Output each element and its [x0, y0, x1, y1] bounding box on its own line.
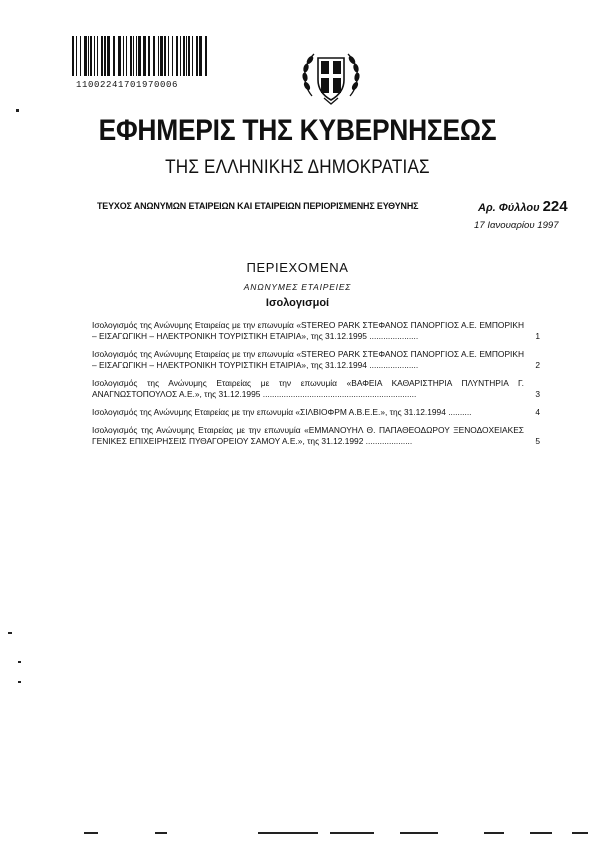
list-item [92, 378, 538, 400]
barcode-bar [143, 36, 146, 76]
barcode-bar [88, 36, 89, 76]
sheet-label: Αρ. Φύλλου [478, 202, 540, 214]
sheet-number: 224 [542, 198, 568, 215]
scan-mark [18, 681, 21, 683]
barcode-bar [97, 36, 98, 76]
barcode-bar [113, 36, 115, 76]
subsection-heading: Ισολογισμοί [265, 297, 330, 309]
greek-coat-of-arms-icon [298, 44, 364, 110]
issue-series: ΤΕΥΧΟΣ ΑΝΩΝΥΜΩΝ ΕΤΑΙΡΕΙΩΝ ΚΑΙ ΕΤΑΙΡΕΙΩΝ ΠΕΡΙΟΡΙΣΜΕΝΗΣ ΕΥΘΥΝΗΣ [97, 201, 419, 212]
barcode-bar [138, 36, 141, 76]
barcode-bar [153, 36, 155, 76]
barcode-bar [186, 36, 187, 76]
entry-text: Ισολογισμός της Ανώνυμης Εταιρείας με την επωνυμία «ΣΙΛΒΙΟΦΡΜ Α.Β.Ε.Ε.», της 31.12.1994 .......... [92, 407, 472, 417]
barcode-bar [76, 36, 77, 76]
barcode-bar [80, 36, 81, 76]
barcode-bar [199, 36, 202, 76]
barcode-bar [130, 36, 132, 76]
barcode-bar [118, 36, 121, 76]
barcode-bar [168, 36, 169, 76]
barcode-bar [205, 36, 207, 76]
list-item [92, 407, 538, 418]
scan-mark [484, 832, 504, 834]
scan-mark [530, 832, 552, 834]
barcode-bar [90, 36, 92, 76]
list-item [92, 320, 538, 342]
entry-text: Ισολογισμός της Ανώνυμης Εταιρείας με την επωνυμία «STEREO PARK ΣΤΕΦΑΝΟΣ ΠΑΝΟΡΓΙΟΣ Α.Ε. ΕΜΠΟΡΙΚΗ – ΕΙΣΑΓΩΓΙΚΗ – ΗΛΕΚΤΡΟΝΙΚΗ ΤΟΥΡΙΣΤΙΚΗ ΕΤΑΙΡΙΑ», της 31.12.1994 ..................... [92, 349, 524, 370]
barcode-bar [101, 36, 103, 76]
entry-page: 2 [535, 360, 540, 370]
scan-mark [18, 661, 21, 663]
list-item [92, 349, 538, 371]
scan-mark [16, 109, 19, 112]
list-item [92, 425, 538, 447]
gazette-title: ΕΦΗΜΕΡΙΣ ΤΗΣ ΚΥΒΕΡΝΗΣΕΩΣ [98, 114, 497, 147]
barcode-bar [123, 36, 124, 76]
barcode-bar [126, 36, 127, 76]
barcode-bar [188, 36, 190, 76]
scan-mark [84, 832, 98, 834]
barcode-bar [183, 36, 185, 76]
barcode-bar [133, 36, 134, 76]
barcode-bar [72, 36, 74, 76]
scan-mark [258, 832, 318, 834]
entry-page: 5 [535, 436, 540, 446]
entry-text: Ισολογισμός της Ανώνυμης Εταιρείας με την επωνυμία «ΕΜΜΑΝΟΥΗΛ Θ. ΠΑΠΑΘΕΟΔΩΡΟΥ ΞΕΝΟΔΟΧΕΙΑΚΕΣ ΓΕΝΙΚΕΣ ΕΠΙΧΕΙΡΗΣΕΙΣ ΠΥΘΑΓΟΡΕΙΟΥ ΣΑΜΟΥ Α.Ε.», της 31.12.1992 .................... [92, 425, 524, 446]
entry-page: 1 [535, 331, 540, 341]
scan-mark [572, 832, 588, 834]
barcode-bar [196, 36, 198, 76]
barcode-bar [107, 36, 110, 76]
barcode-bar [180, 36, 181, 76]
barcode-bar [176, 36, 178, 76]
scan-mark [8, 632, 12, 634]
barcode-bar [94, 36, 95, 76]
scan-mark [400, 832, 438, 834]
entry-page: 4 [535, 407, 540, 417]
scan-mark [155, 832, 167, 834]
entry-text: Ισολογισμός της Ανώνυμης Εταιρείας με την επωνυμία «ΒΑΦΕΙΑ ΚΑΘΑΡΙΣΤΗΡΙΑ ΠΛΥΝΤΗΡΙΑ Γ. ΑΝΑΓΝΩΣΤΟΠΟΥΛΟΣ Α.Ε.», της 31.12.1995 .................................................................. [92, 378, 524, 399]
entry-page: 3 [535, 389, 540, 399]
barcode [72, 36, 210, 76]
barcode-bar [84, 36, 87, 76]
barcode-bar [148, 36, 150, 76]
barcode-bar [158, 36, 159, 76]
contents-heading: ΠΕΡΙΕΧΟΜΕΝΑ [246, 260, 349, 275]
sheet-number-block [478, 198, 568, 215]
barcode-bar [172, 36, 173, 76]
barcode-bar [104, 36, 106, 76]
gazette-subtitle: ΤΗΣ ΕΛΛΗΝΙΚΗΣ ΔΗΜΟΚΡΑΤΙΑΣ [165, 157, 430, 178]
scan-mark [330, 832, 374, 834]
entry-text: Ισολογισμός της Ανώνυμης Εταιρείας με την επωνυμία «STEREO PARK ΣΤΕΦΑΝΟΣ ΠΑΝΟΡΓΙΟΣ Α.Ε. ΕΜΠΟΡΙΚΗ – ΕΙΣΑΓΩΓΙΚΗ – ΗΛΕΚΤΡΟΝΙΚΗ ΤΟΥΡΙΣΤΙΚΗ ΕΤΑΙΡΙΑ», της 31.12.1995 ..................... [92, 320, 524, 341]
barcode-bar [136, 36, 137, 76]
barcode-bar [192, 36, 193, 76]
barcode-bar [160, 36, 163, 76]
barcode-bar [164, 36, 166, 76]
issue-date: 17 Ιανουαρίου 1997 [474, 220, 559, 231]
contents-list [92, 320, 538, 454]
barcode-number: 11002241701970006 [76, 80, 179, 90]
section-heading: ΑΝΩΝΥΜΕΣ ΕΤΑΙΡΕΙΕΣ [243, 282, 352, 292]
